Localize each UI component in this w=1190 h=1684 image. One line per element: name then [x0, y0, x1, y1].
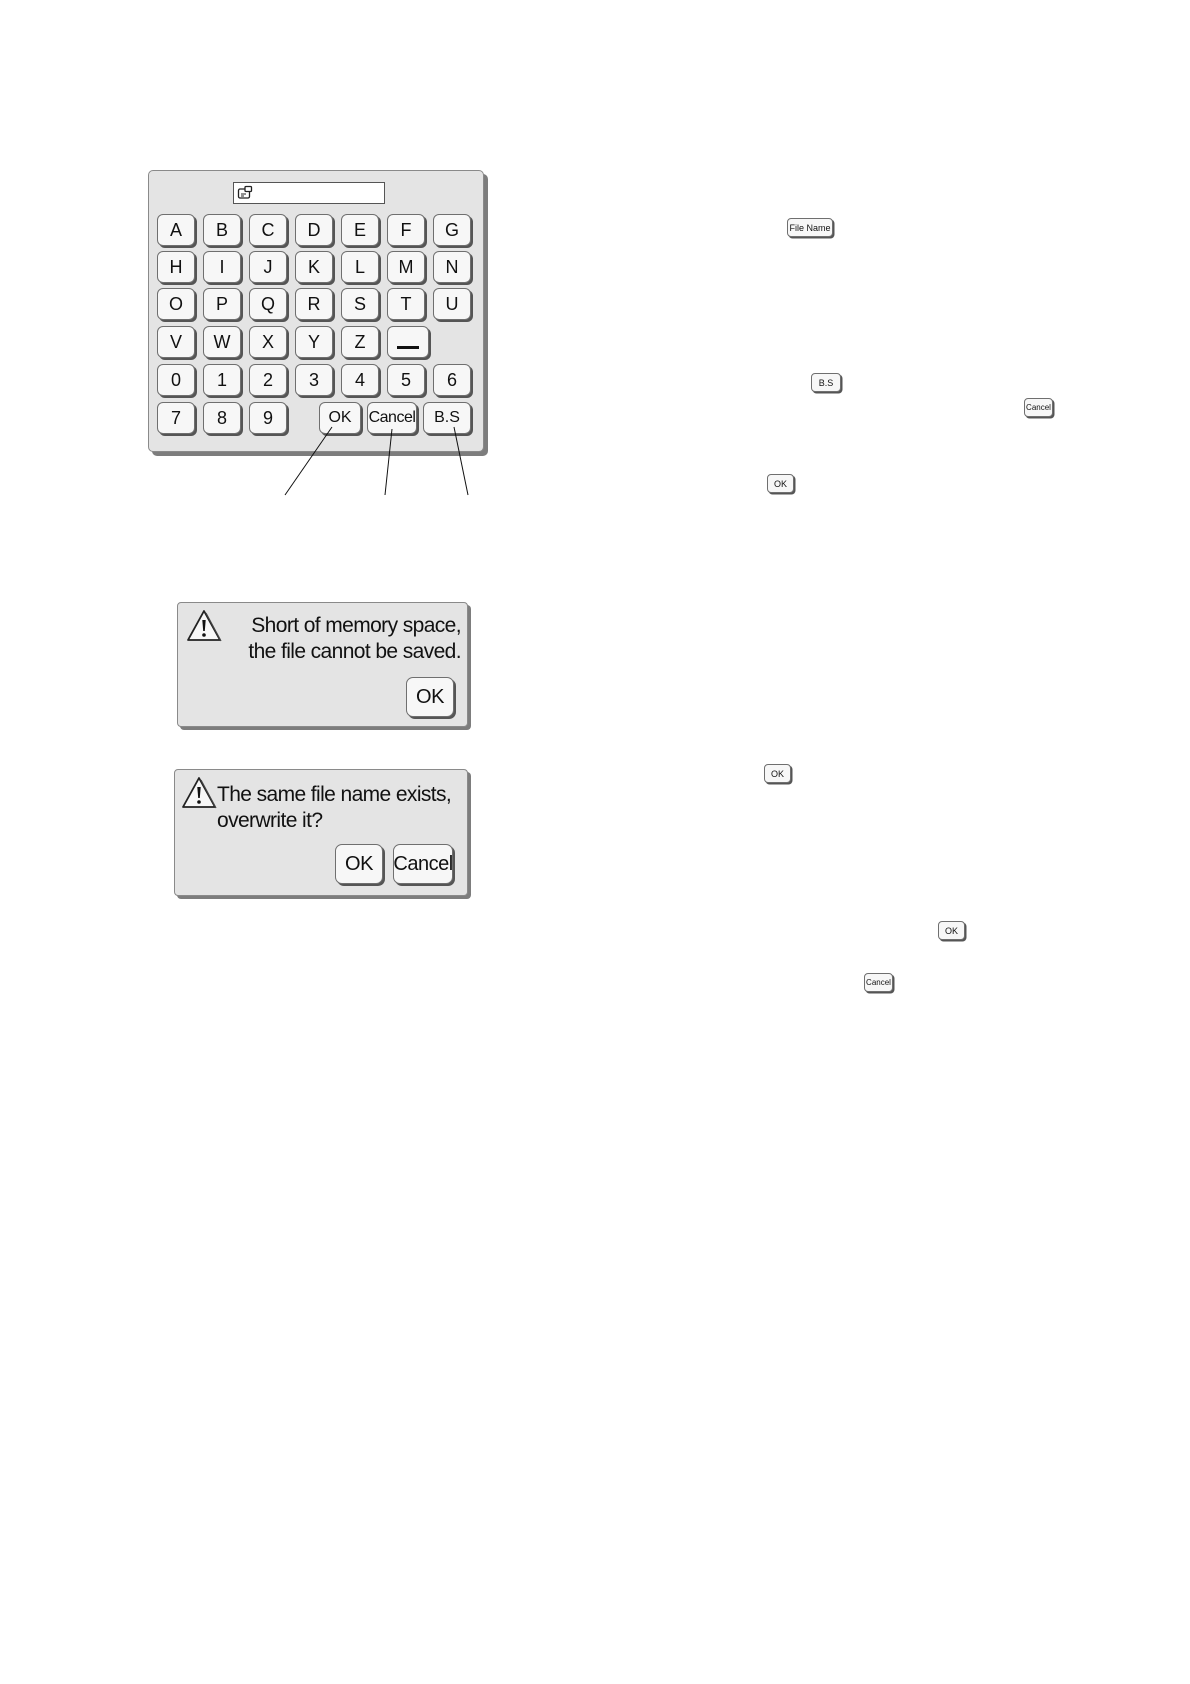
underscore-icon	[397, 346, 419, 349]
key-l[interactable]: L	[341, 251, 379, 283]
ok-button[interactable]: OK	[319, 402, 361, 434]
key-7[interactable]: 7	[157, 402, 195, 434]
key-t[interactable]: T	[387, 288, 425, 320]
key-z[interactable]: Z	[341, 326, 379, 358]
memory-ok-button[interactable]: OK	[406, 677, 454, 717]
key-e[interactable]: E	[341, 214, 379, 246]
file-name-keyboard-panel	[148, 170, 484, 452]
file-icon	[237, 185, 253, 201]
ok-mini-button-3[interactable]: OK	[938, 921, 965, 940]
key-a[interactable]: A	[157, 214, 195, 246]
key-i[interactable]: I	[203, 251, 241, 283]
cancel-mini-button-2[interactable]: Cancel	[864, 973, 893, 992]
key-f[interactable]: F	[387, 214, 425, 246]
key-h[interactable]: H	[157, 251, 195, 283]
key-g[interactable]: G	[433, 214, 471, 246]
key-5[interactable]: 5	[387, 364, 425, 396]
overwrite-cancel-button[interactable]: Cancel	[393, 844, 453, 884]
key-3[interactable]: 3	[295, 364, 333, 396]
cancel-button[interactable]: Cancel	[367, 402, 417, 434]
overwrite-ok-button[interactable]: OK	[335, 844, 383, 884]
key-4[interactable]: 4	[341, 364, 379, 396]
memory-warning-line-1: Short of memory space,	[251, 614, 461, 637]
key-w[interactable]: W	[203, 326, 241, 358]
file-name-button[interactable]: File Name	[787, 218, 833, 237]
memory-warning-line-2: the file cannot be saved.	[248, 640, 461, 663]
key-b[interactable]: B	[203, 214, 241, 246]
key-r[interactable]: R	[295, 288, 333, 320]
warning-triangle-icon	[186, 609, 222, 643]
bs-mini-button[interactable]: B.S	[811, 373, 841, 392]
file-name-field[interactable]	[233, 182, 385, 204]
key-0[interactable]: 0	[157, 364, 195, 396]
key-q[interactable]: Q	[249, 288, 287, 320]
memory-warning-message	[248, 613, 461, 665]
key-p[interactable]: P	[203, 288, 241, 320]
key-n[interactable]: N	[433, 251, 471, 283]
warning-triangle-icon	[181, 776, 217, 810]
ok-mini-button-2[interactable]: OK	[764, 764, 791, 783]
key-x[interactable]: X	[249, 326, 287, 358]
key-underscore[interactable]	[387, 326, 429, 358]
key-j[interactable]: J	[249, 251, 287, 283]
cancel-mini-button[interactable]: Cancel	[1024, 398, 1053, 417]
key-c[interactable]: C	[249, 214, 287, 246]
key-o[interactable]: O	[157, 288, 195, 320]
overwrite-message	[217, 782, 451, 834]
ok-mini-button[interactable]: OK	[767, 474, 794, 493]
backspace-button[interactable]: B.S	[423, 402, 471, 434]
memory-warning-dialog	[177, 602, 468, 727]
overwrite-line-2: overwrite it?	[217, 809, 323, 832]
overwrite-confirm-dialog	[174, 769, 468, 896]
key-s[interactable]: S	[341, 288, 379, 320]
overwrite-line-1: The same file name exists,	[217, 783, 452, 806]
key-1[interactable]: 1	[203, 364, 241, 396]
key-y[interactable]: Y	[295, 326, 333, 358]
key-9[interactable]: 9	[249, 402, 287, 434]
key-k[interactable]: K	[295, 251, 333, 283]
key-v[interactable]: V	[157, 326, 195, 358]
key-8[interactable]: 8	[203, 402, 241, 434]
key-m[interactable]: M	[387, 251, 425, 283]
key-u[interactable]: U	[433, 288, 471, 320]
key-2[interactable]: 2	[249, 364, 287, 396]
key-d[interactable]: D	[295, 214, 333, 246]
key-6[interactable]: 6	[433, 364, 471, 396]
